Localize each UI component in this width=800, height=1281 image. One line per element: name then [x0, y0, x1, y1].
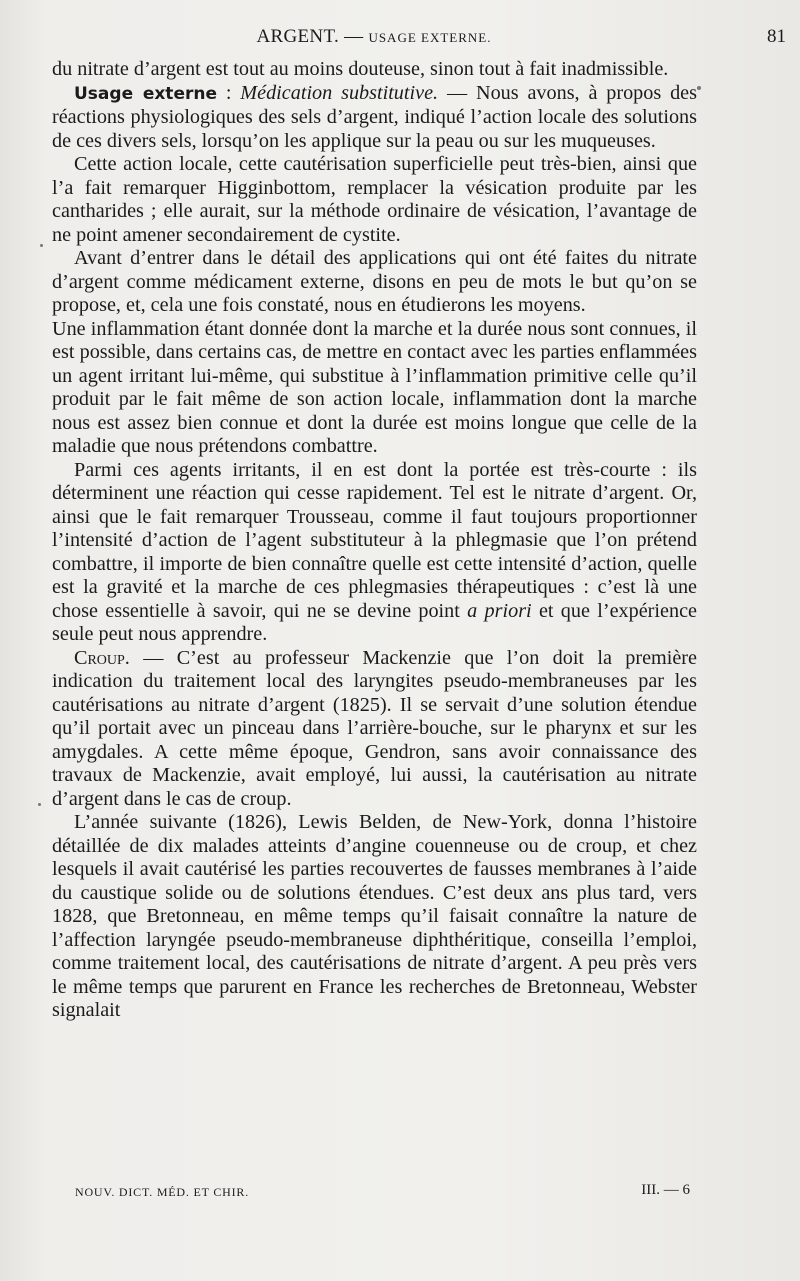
paragraph-text: Parmi ces agents irritants, il en est dont la portée est très-courte : ils déterminent une réaction qui cesse rapidement. Tel est le nitrate d’argent. Or, ainsi que le fait remarquer Trousseau, comme il faut toujours proportionner l’intensité d’action de l’agent substituteur à la phlegmasie que l’on prétend combattre, il importe de bien connaître quelle est cette intensité d’action, quelle est la gravité et la marche de ces phlegmasies thérapeutiques : c’est là une chose essentielle à savoir, qui ne se devine point	[52, 458, 697, 622]
paragraph-text: — Nous avons, à propos des réactions physiologiques des sels d’argent, indiqué l’action locale des solutions de ces divers sels, lorsqu’on les applique sur la peau ou sur les muqueuses.	[52, 81, 697, 152]
paragraph: Une inflammation étant donnée dont la marche et la durée nous sont connues, il est possible, dans certains cas, de mettre en contact avec les parties enflammées un agent irritant lui-même, qui substitue à l’inflammation primitive celle qu’il produit par le fait même de son action locale, inflammation dont la marche nous est assez bien connue et dont la durée est moins longue que celle de la maladie que nous prétendons combattre.	[52, 317, 697, 457]
italic-phrase: a priori	[467, 599, 532, 622]
running-title-dash: —	[344, 26, 364, 47]
page-footer	[75, 1182, 690, 1200]
paragraph-croup	[52, 647, 697, 812]
paragraph-usage-externe	[52, 82, 697, 154]
running-title-sub: USAGE EXTERNE.	[368, 30, 492, 45]
paragraph: L’année suivante (1826), Lewis Belden, de New-York, donna l’histoire détaillée de dix malades atteints d’angine couenneuse ou de croup, et chez lesquels il avait cautérisé les parties recouvertes de fausses membranes à l’aide du caustique solide ou de solutions étendues. C’est deux ans plus tard, vers 1828, que Bretonneau, en même temps qu’il faisait connaître la nature de l’affection laryngée pseudo-membraneuse diphthéritique, conseilla l’emploi, comme traitement local, des cautérisations de nitrate d’argent. A peu près vers le même temps que parurent en France les recherches de Bretonneau, Webster signalait	[52, 811, 697, 1021]
running-title-main: ARGENT.	[256, 26, 339, 47]
paragraph-text: — C’est au professeur Mackenzie que l’on doit la première indication du traitement local des laryngites pseudo-membraneuses par les cautérisations au nitrate d’argent (1825). Il se servait d’une solution étendue qu’il portait avec un pinceau dans l’arrière-bouche, sur le pharynx et sur les amygdales. A cette même époque, Gendron, sans avoir connaissance des travaux de Mackenzie, avait employé, lui aussi, la cautérisation au nitrate d’argent dans le cas de croup.	[52, 646, 697, 810]
paragraph: Cette action locale, cette cautérisation superficielle peut très-bien, ainsi que l’a fait remarquer Higginbottom, remplacer la vésication produite par les cantharides ; elle aurait, sur la méthode ordinaire de vésication, l’avantage de ne point amener secondairement de cystite.	[52, 153, 697, 246]
page-number: 81	[767, 26, 786, 47]
paragraph	[52, 459, 697, 647]
section-heading-croup: Croup.	[74, 646, 130, 669]
paragraph: du nitrate d’argent est tout au moins douteuse, sinon tout à fait inadmissible.	[52, 58, 669, 80]
ink-speck	[38, 803, 41, 806]
section-subtitle: Médication substitutive.	[240, 81, 439, 104]
footer-signature: NOUV. DICT. MÉD. ET CHIR.	[75, 1185, 250, 1199]
footer-volume-sheet: III. — 6	[641, 1182, 690, 1198]
ink-speck	[40, 244, 43, 247]
running-title	[52, 26, 696, 48]
heading-colon: :	[216, 81, 241, 104]
ink-speck	[697, 86, 701, 90]
body-text	[52, 58, 697, 1023]
paragraph: Avant d’entrer dans le détail des applications qui ont été faites du nitrate d’argent comme médicament externe, disons en peu de mots le but qu’on se propose, et, cela une fois constaté, nous en étudierons les moyens.	[52, 247, 697, 316]
section-heading: Usage externe	[74, 83, 217, 104]
running-header	[52, 26, 786, 52]
paragraph-text: et que l’expérience seule peut nous apprendre.	[52, 599, 697, 645]
